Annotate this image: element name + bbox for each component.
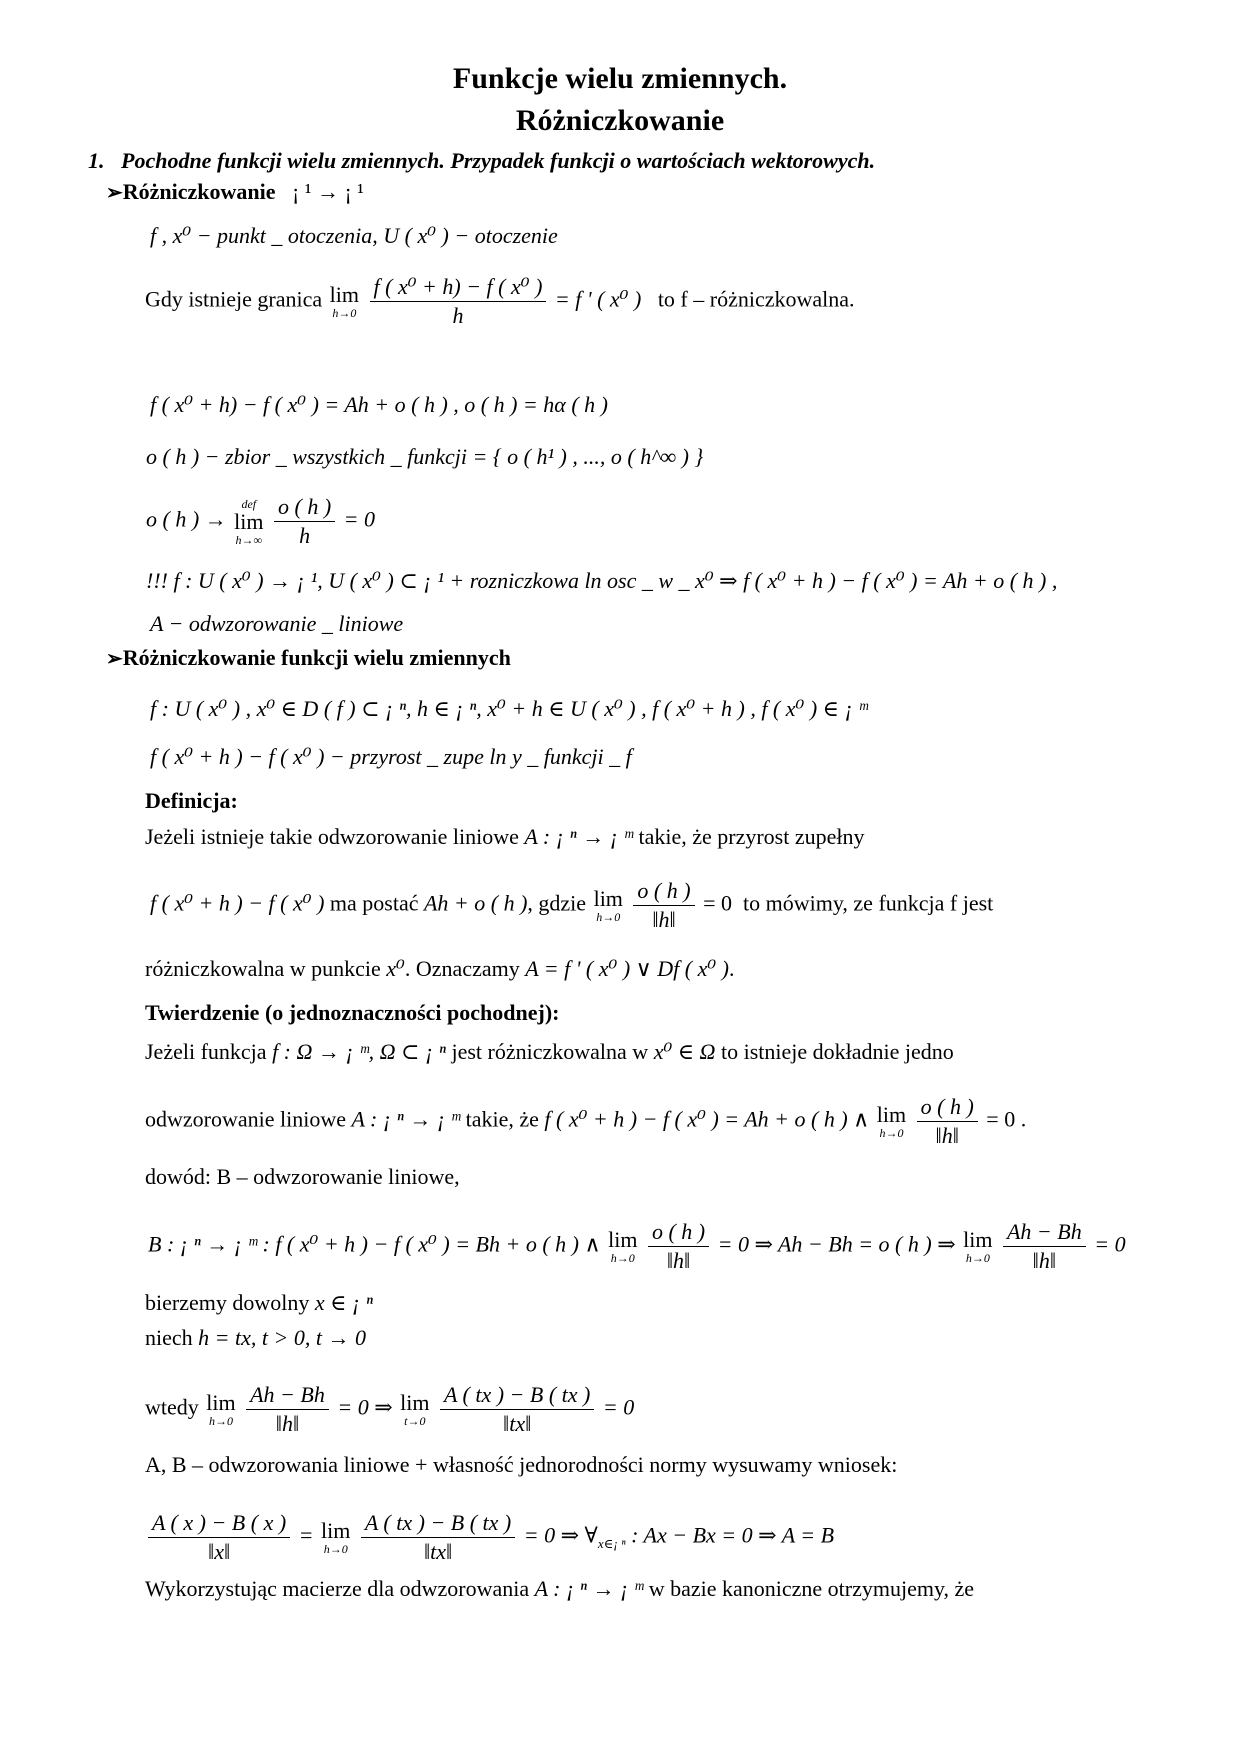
definition-math: f ( x⁰ + h ) − f ( x⁰ ) [150, 890, 325, 916]
bullet-math: ¡ ¹ → ¡ ¹ [292, 179, 364, 204]
proof-text: Wykorzystując macierze dla odwzorowania [145, 1576, 530, 1601]
proof-wtedy [145, 1384, 634, 1435]
o-limit-lhs: o ( h ) → [146, 506, 227, 532]
theorem-math: f : Ω → ¡ ᵐ, Ω ⊂ ¡ ⁿ [272, 1039, 446, 1064]
definition-text: ma postać [329, 890, 419, 916]
arrow-bullet-icon: ➢ [106, 648, 123, 670]
difference-quotient: $\frac{\text{f ( x⁰ + h) − f ( x⁰ )}}{h}$ [370, 276, 547, 327]
arrow-bullet-icon: ➢ [106, 182, 123, 204]
theorem-line-2 [145, 1096, 1026, 1147]
proof-math: x ∈ ¡ ⁿ [314, 1290, 373, 1315]
limit-operator: lim h→0 [321, 1518, 351, 1556]
definition-line-3 [145, 958, 735, 980]
proof-math: = 0 ⇒ Ah − Bh = o ( h ) ⇒ [717, 1231, 956, 1257]
proof-math: = 0 ⇒ [337, 1394, 393, 1420]
page-subtitle: Różniczkowanie [515, 104, 725, 137]
proof-equation [148, 1221, 1126, 1272]
proof-conclusion-text: A, B – odwzorowania liniowe + własność jednorodności normy wysuwamy wniosek: [145, 1452, 898, 1477]
norm-fraction: $\frac{o ( h )}{‖h‖}$ [648, 1221, 709, 1272]
norm-fraction: $\frac{Ah - Bh}{‖h‖}$ [1003, 1221, 1086, 1272]
equation-neighbourhood: f , x⁰ − punkt _ otoczenia, U ( x⁰ ) − otoczenie [150, 223, 558, 248]
equation-domain: f : U ( x⁰ ) , x⁰ ∈ D ( f ) ⊂ ¡ ⁿ, h ∈ ¡ ⁿ, x⁰ + h ∈ U ( x⁰ ) , f ( x⁰ + h ) , f ( x⁰ ) ∈ ¡ ᵐ [150, 696, 868, 721]
proof-math: A : ¡ ⁿ → ¡ ᵐ [534, 1576, 644, 1601]
definition-label: Definicja: [145, 788, 238, 813]
proof-text: niech [145, 1325, 193, 1350]
norm-fraction: $\frac{A ( tx ) - B ( tx )}{‖tx‖}$ [361, 1512, 515, 1563]
bullet-multivariable [106, 647, 511, 669]
norm-fraction: $\frac{A ( tx ) - B ( tx )}{‖tx‖}$ [440, 1384, 594, 1435]
norm-fraction: $\frac{o ( h )}{‖h‖}$ [917, 1096, 978, 1147]
definition-math: Ah + o ( h ) [423, 890, 528, 916]
section-heading [88, 150, 875, 172]
theorem-math: A : ¡ ⁿ → ¡ ᵐ [351, 1106, 461, 1132]
theorem-text: jest różniczkowalna w [451, 1039, 649, 1064]
bullet-differentiation [106, 181, 364, 203]
theorem-label: Twierdzenie (o jednoznaczności pochodnej): [145, 1000, 560, 1025]
proof-bierzemy [145, 1292, 373, 1314]
proof-math: = [298, 1522, 314, 1548]
bullet-label: Różniczkowanie funkcji wielu zmiennych [122, 645, 511, 670]
proof-math: B : ¡ ⁿ → ¡ ᵐ : f ( x⁰ + h ) − f ( x⁰ ) = Bh + o ( h ) ∧ [148, 1231, 601, 1257]
definition-math: x⁰ [386, 956, 405, 981]
limit-operator: def lim h→∞ [234, 496, 264, 547]
derivative-definition [145, 276, 855, 327]
equation-increment: f ( x⁰ + h) − f ( x⁰ ) = Ah + o ( h ) , o ( h ) = hα ( h ) [150, 392, 608, 417]
theorem-math: x⁰ ∈ Ω [653, 1039, 716, 1064]
definition-text: różniczkowalna w punkcie [145, 956, 381, 981]
definition-math: = 0 [703, 890, 732, 916]
proof-last-line [145, 1578, 974, 1600]
section-title: Pochodne funkcji wielu zmiennych. Przypadek funkcji o wartościach wektorowych. [121, 148, 876, 173]
o-limit-rhs: = 0 [343, 506, 376, 532]
proof-line-1: dowód: B – odwzorowanie liniowe, [145, 1164, 460, 1189]
limit-operator: lim h→0 [329, 282, 360, 320]
limit-operator: lim h→0 [876, 1102, 907, 1140]
equation-total-increment: f ( x⁰ + h ) − f ( x⁰ ) − przyrost _ zupe ln y _ funkcji _ f [150, 744, 632, 769]
equation-o-set: o ( h ) − zbior _ wszystkich _ funkcji = { o ( h¹ ) , ..., o ( h^∞ ) } [146, 444, 704, 469]
theorem-text: odwzorowanie liniowe [145, 1106, 346, 1132]
o-fraction: $\frac{o ( h )}{h}$ [274, 496, 335, 547]
derivative-prefix: Gdy istnieje granica [145, 286, 323, 312]
proof-text: w bazie kanoniczne otrzymujemy, że [648, 1576, 975, 1601]
theorem-math: f ( x⁰ + h ) − f ( x⁰ ) = Ah + o ( h ) ∧ [544, 1106, 870, 1132]
page-title: Funkcje wielu zmiennych. [452, 62, 788, 95]
theorem-text: Jeżeli funkcja [145, 1039, 267, 1064]
theorem-line-1 [145, 1041, 954, 1063]
definition-math: A = f ' ( x⁰ ) ∨ Df ( x⁰ ) [525, 956, 729, 981]
definition-text: to mówimy, ze funkcja f jest [743, 890, 994, 916]
proof-text: wtedy [145, 1394, 199, 1420]
proof-math: = 0 ⇒ ∀ [523, 1522, 598, 1548]
definition-text: . Oznaczamy [404, 956, 520, 981]
definition-text: takie, że przyrost zupełny [638, 824, 865, 849]
theorem-text: takie, że [465, 1106, 539, 1132]
limit-operator: lim h→0 [608, 1227, 638, 1265]
limit-operator: lim h→0 [206, 1390, 236, 1428]
bullet-label: Różniczkowanie [122, 179, 276, 204]
section-number: 1. [88, 148, 105, 173]
limit-operator: lim h→0 [593, 886, 623, 924]
definition-line-2 [150, 880, 993, 931]
theorem-text: to istnieje dokładnie jedno [720, 1039, 954, 1064]
forall-subscript: x∈¡ ⁿ [597, 1535, 626, 1551]
theorem-math: = 0 . [986, 1106, 1027, 1132]
definition-text: , gdzie [527, 890, 587, 916]
norm-fraction: $\frac{A ( x ) - B ( x )}{‖x‖}$ [148, 1512, 290, 1563]
norm-fraction: $\frac{Ah - Bh}{‖h‖}$ [246, 1384, 329, 1435]
proof-math: h = tx, t > 0, t → 0 [198, 1325, 366, 1350]
equation-o-limit [146, 496, 375, 547]
proof-niech [145, 1327, 366, 1349]
definition-line-1 [145, 826, 864, 848]
derivative-rhs: = f ' ( x⁰ ) [554, 286, 642, 312]
equation-linear-map: A − odwzorowanie _ liniowe [150, 611, 404, 636]
proof-math: : Ax − Bx = 0 ⇒ A = B [631, 1522, 835, 1548]
proof-math: = 0 [602, 1394, 635, 1420]
definition-math: A : ¡ ⁿ → ¡ ᵐ [524, 824, 633, 849]
equation-one-dim: !!! f : U ( x⁰ ) → ¡ ¹, U ( x⁰ ) ⊂ ¡ ¹ + rozniczkowa ln osc _ w _ x⁰ ⇒ f ( x⁰ + h ) − f ( x⁰ ) = Ah + o ( h ) , [146, 568, 1058, 593]
proof-math: = 0 [1094, 1231, 1126, 1257]
proof-text: bierzemy dowolny [145, 1290, 310, 1315]
proof-final-equation [148, 1512, 834, 1563]
limit-operator: lim t→0 [400, 1390, 430, 1428]
definition-text: Jeżeli istnieje takie odwzorowanie liniowe [145, 824, 519, 849]
definition-text: . [729, 956, 735, 981]
limit-operator: lim h→0 [963, 1227, 993, 1265]
norm-fraction: $\frac{o ( h )}{‖h‖}$ [633, 880, 694, 931]
derivative-suffix: to f – różniczkowalna. [657, 286, 855, 312]
